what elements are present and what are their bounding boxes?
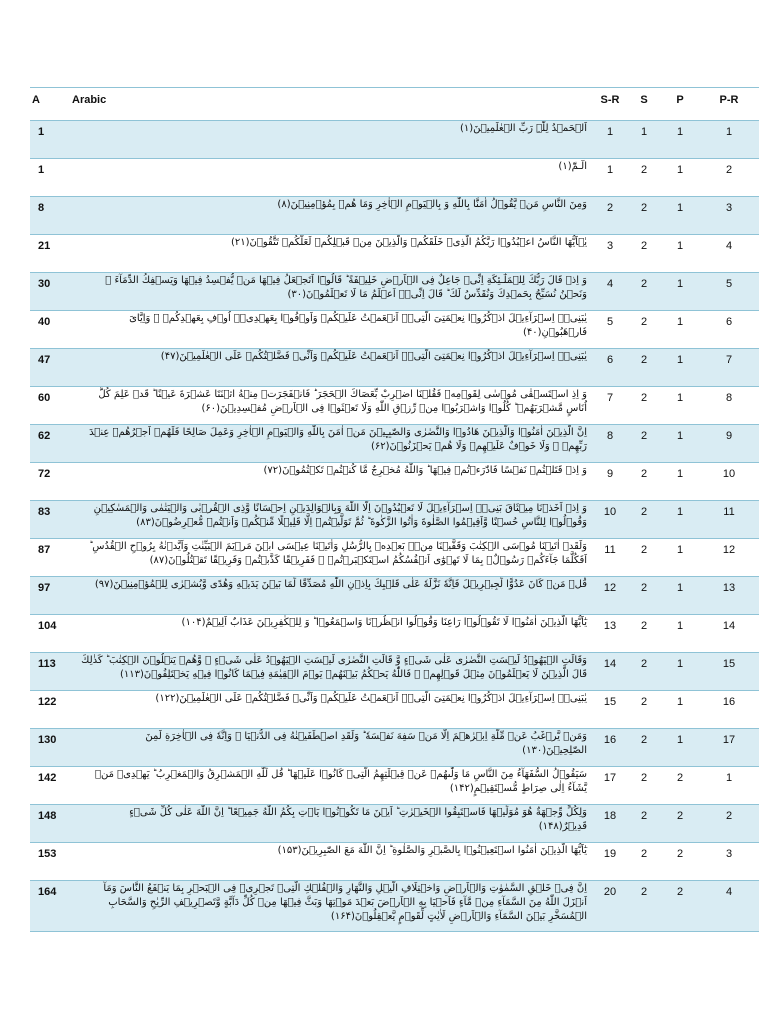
- cell-p: 1: [676, 126, 684, 138]
- cell-s-r: 5: [606, 316, 614, 328]
- cell-p: 1: [676, 430, 684, 442]
- cell-s-r: 10: [603, 506, 617, 518]
- cell-ayah-number: 113: [38, 658, 56, 670]
- table-row: [30, 805, 759, 843]
- cell-ayah-number: 130: [38, 734, 57, 746]
- cell-p: 1: [676, 506, 684, 518]
- cell-p-r: 1: [725, 126, 733, 138]
- cell-ayah-number: 30: [38, 278, 51, 290]
- cell-s: 2: [640, 202, 648, 214]
- cell-p-r: 5: [725, 278, 733, 290]
- cell-arabic-text: اِنَّ فِىۡ خَلۡقِ السَّمٰوٰتِ وَالۡاَرۡضِ وَاخۡتِلَافِ الَّيۡلِ وَالنَّهَارِ وَالۡفُلۡكِ الَّتِىۡ تَجۡرِىۡ فِى الۡبَحۡرِ بِمَا يَنۡفَعُ النَّاسَ وَمَآ اَنۡزَلَ اللّٰهُ مِنَ السَّمَآءِ مِنۡ مَّآءٍ فَاَحۡيَا بِهِ الۡاَرۡضَ بَعۡدَ مَوۡتِهَا وَبَثَّ فِيۡهَا مِنۡ كُلِّ دَآبَّةٍ وَّتَصۡرِيۡفِ الرِّيٰحِ وَالسَّحَابِ الۡمُسَخَّرِ بَيۡنَ السَّمَآءِ وَالۡاَرۡضِ لَاٰيٰتٍ لِّقَوۡمٍ يَّعۡقِلُوۡنَ(۱۶۴): [103, 883, 587, 922]
- table-row: [30, 843, 759, 881]
- table-row: [30, 539, 759, 577]
- cell-s: 2: [640, 506, 648, 518]
- table-body: [30, 121, 759, 932]
- cell-p: 1: [676, 582, 684, 594]
- cell-s-r: 17: [603, 772, 617, 784]
- cell-p-r: 9: [725, 430, 733, 442]
- cell-p-r: 4: [725, 886, 733, 898]
- cell-s: 1: [640, 126, 648, 138]
- header-p-r: P-R: [719, 94, 739, 106]
- cell-arabic-text: وَلَقَدۡ اٰتَيۡنَا مُوۡسَى الۡكِتٰبَ وَقَفَّيۡنَا مِنۡۢ بَعۡدِهٖ بِالرُّسُلِ وَاٰتَيۡنَا عِيۡسَى ابۡنَ مَرۡيَمَ الۡبَيِّنٰتِ وَاَيَّدۡنٰهُ بِرُوۡحِ الۡقُدُسِ ؕ اَفَكُلَّمَا جَآءَكُمۡ رَسُوۡلٌۢ بِمَا لَا تَهۡوٰٓى اَنۡفُسُكُمُ اسۡتَكۡبَرۡتُمۡ ۚ فَفَرِيۡقًا كَذَّبۡتُمۡ وَفَرِيۡقًا تَقۡتُلُوۡنَ(۸۷): [89, 541, 587, 566]
- cell-ayah-number: 8: [38, 202, 45, 214]
- cell-s-r: 7: [606, 392, 614, 404]
- cell-s-r: 11: [604, 544, 616, 556]
- cell-p: 1: [676, 734, 684, 746]
- cell-arabic-text: وَقَالَتِ الۡيَهُوۡدُ لَيۡسَتِ النَّصٰرٰى عَلٰى شَىۡءٍ وَّ قَالَتِ النَّصٰرٰى لَيۡسَتِ الۡيَهُوۡدُ عَلٰى شَىۡءٍ ۙ وَّهُمۡ يَتۡلُوۡنَ الۡكِتٰبَ ؕ كَذٰلِكَ قَالَ الَّذِيۡنَ لَا يَعۡلَمُوۡنَ مِثۡلَ قَوۡلِهِمۡ ۚ فَاللّٰهُ يَحۡكُمُ بَيۡنَهُمۡ يَوۡمَ الۡقِيٰمَةِ فِيۡمَا كَانُوۡا فِيۡهِ يَخۡتَلِفُوۡنَ(۱۱۳): [81, 655, 587, 680]
- cell-arabic-text: وَ اِذۡ قَتَلۡتُمۡ نَفۡسًا فَادّٰرَءۡتُمۡ فِيۡهَا ؕ وَاللّٰهُ مُخۡرِجٌ مَّا كُنۡتُمۡ تَكۡتُمُوۡنَ(۷۲): [263, 465, 587, 476]
- cell-arabic-text: يٰٓاَيُّهَا الَّذِيۡنَ اٰمَنُوۡا لَا تَقُوۡلُوۡا رَاعِنَا وَقُوۡلُوا انۡظُرۡنَا وَاسۡمَعُوۡا ؕ وَ لِلۡكٰفِرِيۡنَ عَذَابٌ اَلِيۡمٌ(۱۰۴): [181, 617, 587, 628]
- cell-arabic-text: وَ اِذۡ اَخَذۡنَا مِيۡثَاقَ بَنِىۡۤ اِسۡرَآءِيۡلَ لَا تَعۡبُدُوۡنَ اِلَّا اللّٰهَ وَبِالۡوَالِدَيۡنِ اِحۡسَانًا وَّذِى الۡقُرۡبٰى وَالۡيَتٰمٰى وَالۡمَسٰكِيۡنِ وَقُوۡلُوۡا لِلنَّاسِ حُسۡنًا وَّاَقِيۡمُوا الصَّلٰوةَ وَاٰتُوا الزَّکٰوةَ ؕ ثُمَّ تَوَلَّيۡتُمۡ اِلَّا قَلِيۡلًا مِّنۡكُمۡ وَاَنۡتُمۡ مُّعۡرِضُوۡنَ(۸۳): [93, 503, 587, 528]
- cell-p: 1: [676, 544, 684, 556]
- cell-arabic-text: اَلۡحَمۡدُ لِلّٰہِ رَبِّ الۡعٰلَمِیۡنَ(۱): [459, 123, 587, 134]
- cell-p-r: 2: [725, 810, 733, 822]
- cell-p: 1: [676, 354, 684, 366]
- cell-s: 2: [640, 544, 648, 556]
- cell-p-r: 3: [725, 848, 733, 860]
- cell-p-r: 13: [722, 582, 736, 594]
- cell-p: 2: [676, 886, 684, 898]
- cell-p-r: 3: [725, 202, 733, 214]
- table-row: [30, 273, 759, 311]
- cell-s-r: 13: [603, 620, 617, 632]
- cell-ayah-number: 122: [38, 696, 57, 708]
- table-row: [30, 349, 759, 387]
- cell-ayah-number: 72: [38, 468, 51, 480]
- cell-ayah-number: 1: [38, 164, 45, 176]
- cell-s: 2: [640, 734, 648, 746]
- cell-s: 2: [640, 468, 648, 480]
- cell-s-r: 14: [603, 658, 617, 670]
- cell-p: 1: [676, 278, 684, 290]
- cell-p-r: 12: [722, 544, 736, 556]
- cell-arabic-text: يٰبَنِىۡۤ اِسۡرَآءِيۡلَ اذۡكُرُوۡا نِعۡمَتِىَ الَّتِىۡۤ اَنۡعَمۡتُ عَلَيۡكُمۡ وَاَنِّىۡ فَضَّلۡتُكُمۡ عَلَى الۡعٰلَمِيۡنَ(۴۷): [160, 351, 587, 362]
- table-row: [30, 387, 759, 425]
- cell-ayah-number: 47: [38, 354, 51, 366]
- cell-s-r: 15: [603, 696, 617, 708]
- cell-p: 2: [676, 772, 684, 784]
- table-row: [30, 121, 759, 159]
- cell-ayah-number: 21: [38, 240, 51, 252]
- ayah-table: [30, 87, 759, 932]
- header-s: S: [640, 94, 648, 106]
- table-row: [30, 577, 759, 615]
- cell-s: 2: [640, 316, 648, 328]
- cell-s: 2: [640, 164, 648, 176]
- cell-s-r: 4: [606, 278, 614, 290]
- cell-s: 2: [640, 582, 648, 594]
- cell-arabic-text: وَمَنۡ يَّرۡغَبُ عَنۡ مِّلَّةِ اِبۡرٰهٖمَ اِلَّا مَنۡ سَفِهَ نَفۡسَهٗ ؕ وَلَقَدِ اصۡطَفَيۡنٰهُ فِى الدُّنۡيَا ۚ وَاِنَّهٗ فِى الۡاٰخِرَةِ لَمِنَ الصّٰلِحِيۡنَ(۱۳۰): [145, 731, 587, 756]
- cell-arabic-text: سَيَقُوۡلُ السُّفَهَآءُ مِنَ النَّاسِ مَا وَلّٰٮهُمۡ عَنۡ قِبۡلَتِهِمُ الَّتِىۡ كَانُوۡا عَلَيۡهَا ؕ قُل لِّلّٰهِ الۡمَشۡرِقُ وَالۡمَغۡرِبُ ؕ يَهۡدِىۡ مَنۡ يَّشَآءُ اِلٰى صِرَاطٍ مُّسۡتَقِيۡمٍ(۱۴۲): [94, 769, 587, 794]
- cell-p-r: 15: [722, 658, 736, 670]
- cell-arabic-text: وَلِكُلٍّ وِّجۡهَةٌ هُوَ مُوَلِّيۡهَا فَاسۡتَبِقُوا الۡخَيۡرٰتِ ؕ اَيۡنَ مَا تَكُوۡنُوۡا يَاۡتِ بِكُمُ اللّٰهُ جَمِيۡعًا ؕ اِنَّ اللّٰهَ عَلٰى كُلِّ شَىۡءٍ قَدِيۡرٌ(۱۴۸): [129, 807, 587, 832]
- cell-ayah-number: 87: [38, 544, 51, 556]
- cell-p-r: 8: [725, 392, 733, 404]
- header-arabic: Arabic: [72, 94, 107, 106]
- cell-arabic-text: اِنَّ الَّذِيۡنَ اٰمَنُوۡا وَالَّذِيۡنَ هَادُوۡا وَالنَّصٰرٰى وَالصّٰبِـِٕيۡنَ مَنۡ اٰمَنَ بِاللّٰهِ وَالۡيَوۡمِ الۡاٰخِرِ وَعَمِلَ صَالِحًا فَلَهُمۡ اَجۡرُهُمۡ عِنۡدَ رَبِّهِمۡ ۚ وَلَا خَوۡفٌ عَلَيۡهِمۡ وَلَا هُمۡ يَحۡزَنُوۡنَ(۶۲): [89, 427, 587, 452]
- cell-s-r: 8: [606, 430, 614, 442]
- cell-arabic-text: وَمِنَ النَّاسِ مَنۡ يَّقُوۡلُ اٰمَنَّا بِاللّٰهِ وَ بِالۡيَوۡمِ الۡاٰخِرِ وَمَا هُمۡ بِمُؤۡمِنِيۡنَ(۸): [277, 199, 587, 210]
- cell-s: 2: [640, 430, 648, 442]
- cell-ayah-number: 1: [38, 126, 45, 138]
- cell-s: 2: [640, 240, 648, 252]
- cell-p-r: 17: [722, 734, 736, 746]
- header-s-r: S-R: [600, 94, 620, 106]
- cell-arabic-text: الٓـمّٓ(۱): [558, 161, 587, 172]
- table-row: [30, 729, 759, 767]
- cell-p: 1: [676, 164, 684, 176]
- cell-p-r: 16: [722, 696, 736, 708]
- cell-arabic-text: قُلۡ مَنۡ كَانَ عَدُوًّا لِّجِبۡرِيۡلَ فَاِنَّهٗ نَزَّلَهٗ عَلٰى قَلۡبِكَ بِاِذۡنِ اللّٰهِ مُصَدِّقًا لِّمَا بَيۡنَ يَدَيۡهِ وَهُدًى وَّبُشۡرٰى لِلۡمُؤۡمِنِيۡنَ(۹۷): [94, 579, 587, 590]
- cell-s: 2: [640, 886, 648, 898]
- cell-s: 2: [640, 354, 648, 366]
- cell-s-r: 19: [603, 848, 617, 860]
- cell-ayah-number: 62: [38, 430, 51, 442]
- cell-arabic-text: يٰبَنِىۡۤ اِسۡرَآءِيۡلَ اذۡكُرُوۡا نِعۡمَتِىَ الَّتِىۡۤ اَنۡعَمۡتُ عَلَيۡكُمۡ وَاَوۡفُوۡا بِعَهۡدِىۡۤ اُوۡفِ بِعَهۡدِكُمۡ ۚ وَاِيَّاىَ فَارۡهَبُوۡنِ(۴۰): [129, 313, 587, 338]
- cell-p: 1: [676, 620, 684, 632]
- table-row: [30, 425, 759, 463]
- cell-ayah-number: 60: [38, 392, 51, 404]
- cell-s: 2: [640, 810, 648, 822]
- cell-ayah-number: 97: [38, 582, 51, 594]
- cell-s: 2: [640, 696, 648, 708]
- cell-s-r: 2: [606, 202, 614, 214]
- cell-s-r: 16: [603, 734, 617, 746]
- cell-ayah-number: 104: [38, 620, 57, 632]
- table-header: [30, 88, 759, 121]
- cell-s: 2: [640, 772, 648, 784]
- cell-ayah-number: 164: [38, 886, 57, 898]
- table-row: [30, 235, 759, 273]
- cell-s-r: 1: [606, 164, 614, 176]
- table-row: [30, 501, 759, 539]
- cell-ayah-number: 40: [38, 316, 51, 328]
- cell-arabic-text: وَ اِذِ اسۡتَسۡقٰى مُوۡسٰى لِقَوۡمِهٖ فَقُلۡنَا اضۡرِبْ بِّعَصَاكَ الۡحَجَرَ ؕ فَانۡفَجَرَتۡ مِنۡهُ اثۡنَتَا عَشۡرَةَ عَيۡنًا ؕ قَدۡ عَلِمَ كُلُّ اُنَاسٍ مَّشۡرَبَهُمۡ ؕ كُلُوۡا وَاشۡرَبُوۡا مِنۡ رِّزۡقِ اللّٰهِ وَلَا تَعۡثَوۡا فِى الۡاَرۡضِ مُفۡسِدِيۡنَ(۶۰): [98, 389, 587, 414]
- cell-s-r: 9: [606, 468, 614, 480]
- cell-ayah-number: 153: [38, 848, 57, 860]
- cell-p-r: 14: [722, 620, 736, 632]
- table-row: [30, 463, 759, 501]
- cell-s: 2: [640, 658, 648, 670]
- cell-arabic-text: يٰۤاَيُّهَا النَّاسُ اعۡبُدُوۡا رَبَّكُمُ الَّذِىۡ خَلَقَكُمۡ وَالَّذِيۡنَ مِنۡ قَبۡلِكُمۡ لَعَلَّكُمۡ تَتَّقُوۡنَ(۲۱): [230, 237, 587, 248]
- table-row: [30, 311, 759, 349]
- table-row: [30, 767, 759, 805]
- cell-p-r: 7: [725, 354, 733, 366]
- cell-p-r: 1: [725, 772, 733, 784]
- cell-arabic-text: وَ اِذۡ قَالَ رَبُّكَ لِلۡمَلٰٓـئِكَةِ اِنِّىۡ جَاعِلٌ فِى الۡاَرۡضِ خَلِيۡفَةً ؕ قَالُوۡٓا اَتَجۡعَلُ فِيۡهَا مَنۡ يُّفۡسِدُ فِيۡهَا وَيَسۡفِكُ الدِّمَآءَ ۚ وَنَحۡنُ نُسَبِّحُ بِحَمۡدِكَ وَنُقَدِّسُ لَكَ ؕ قَالَ اِنِّىۡۤ اَعۡلَمُ مَا لَا تَعۡلَمُوۡنَ(۳۰): [105, 275, 587, 300]
- table-row: [30, 615, 759, 653]
- cell-p: 2: [676, 848, 684, 860]
- cell-p: 1: [676, 240, 684, 252]
- cell-s-r: 1: [606, 126, 614, 138]
- cell-p-r: 4: [725, 240, 733, 252]
- cell-s-r: 12: [603, 582, 617, 594]
- header-row: [30, 88, 759, 121]
- cell-s-r: 6: [606, 354, 614, 366]
- cell-p: 1: [676, 468, 684, 480]
- cell-p: 1: [676, 696, 684, 708]
- cell-ayah-number: 83: [38, 506, 51, 518]
- table-row: [30, 691, 759, 729]
- table-row: [30, 159, 759, 197]
- table-row: [30, 197, 759, 235]
- cell-s: 2: [640, 278, 648, 290]
- cell-s: 2: [640, 620, 648, 632]
- cell-p-r: 6: [725, 316, 733, 328]
- cell-p: 2: [676, 810, 684, 822]
- cell-p: 1: [676, 202, 684, 214]
- header-a: A: [32, 94, 40, 106]
- table-row: [30, 653, 759, 691]
- cell-ayah-number: 148: [38, 810, 57, 822]
- cell-p-r: 2: [725, 164, 733, 176]
- cell-s-r: 18: [603, 810, 617, 822]
- cell-s-r: 20: [603, 886, 617, 898]
- cell-s: 2: [640, 848, 648, 860]
- cell-p: 1: [676, 392, 684, 404]
- cell-s: 2: [640, 392, 648, 404]
- table-row: [30, 881, 759, 932]
- cell-ayah-number: 142: [38, 772, 57, 784]
- cell-p: 1: [676, 316, 684, 328]
- cell-p: 1: [676, 658, 684, 670]
- cell-arabic-text: يٰبَنِىۡۤ اِسۡرَآءِيۡلَ اذۡكُرُوۡا نِعۡمَتِىَ الَّتِىۡۤ اَنۡعَمۡتُ عَلَيۡكُمۡ وَاَنِّىۡ فَضَّلۡتُكُمۡ عَلَى الۡعٰلَمِيۡنَ(۱۲۲): [155, 693, 587, 704]
- cell-p-r: 10: [722, 468, 736, 480]
- cell-p-r: 11: [723, 506, 735, 518]
- cell-arabic-text: يٰٓاَيُّهَا الَّذِيۡنَ اٰمَنُوا اسۡتَعِيۡنُوۡا بِالصَّبۡرِ وَالصَّلٰوةِ ؕ اِنَّ اللّٰهَ مَعَ الصّٰبِرِيۡنَ(۱۵۳): [277, 845, 587, 856]
- header-p: P: [676, 94, 684, 106]
- cell-s-r: 3: [606, 240, 614, 252]
